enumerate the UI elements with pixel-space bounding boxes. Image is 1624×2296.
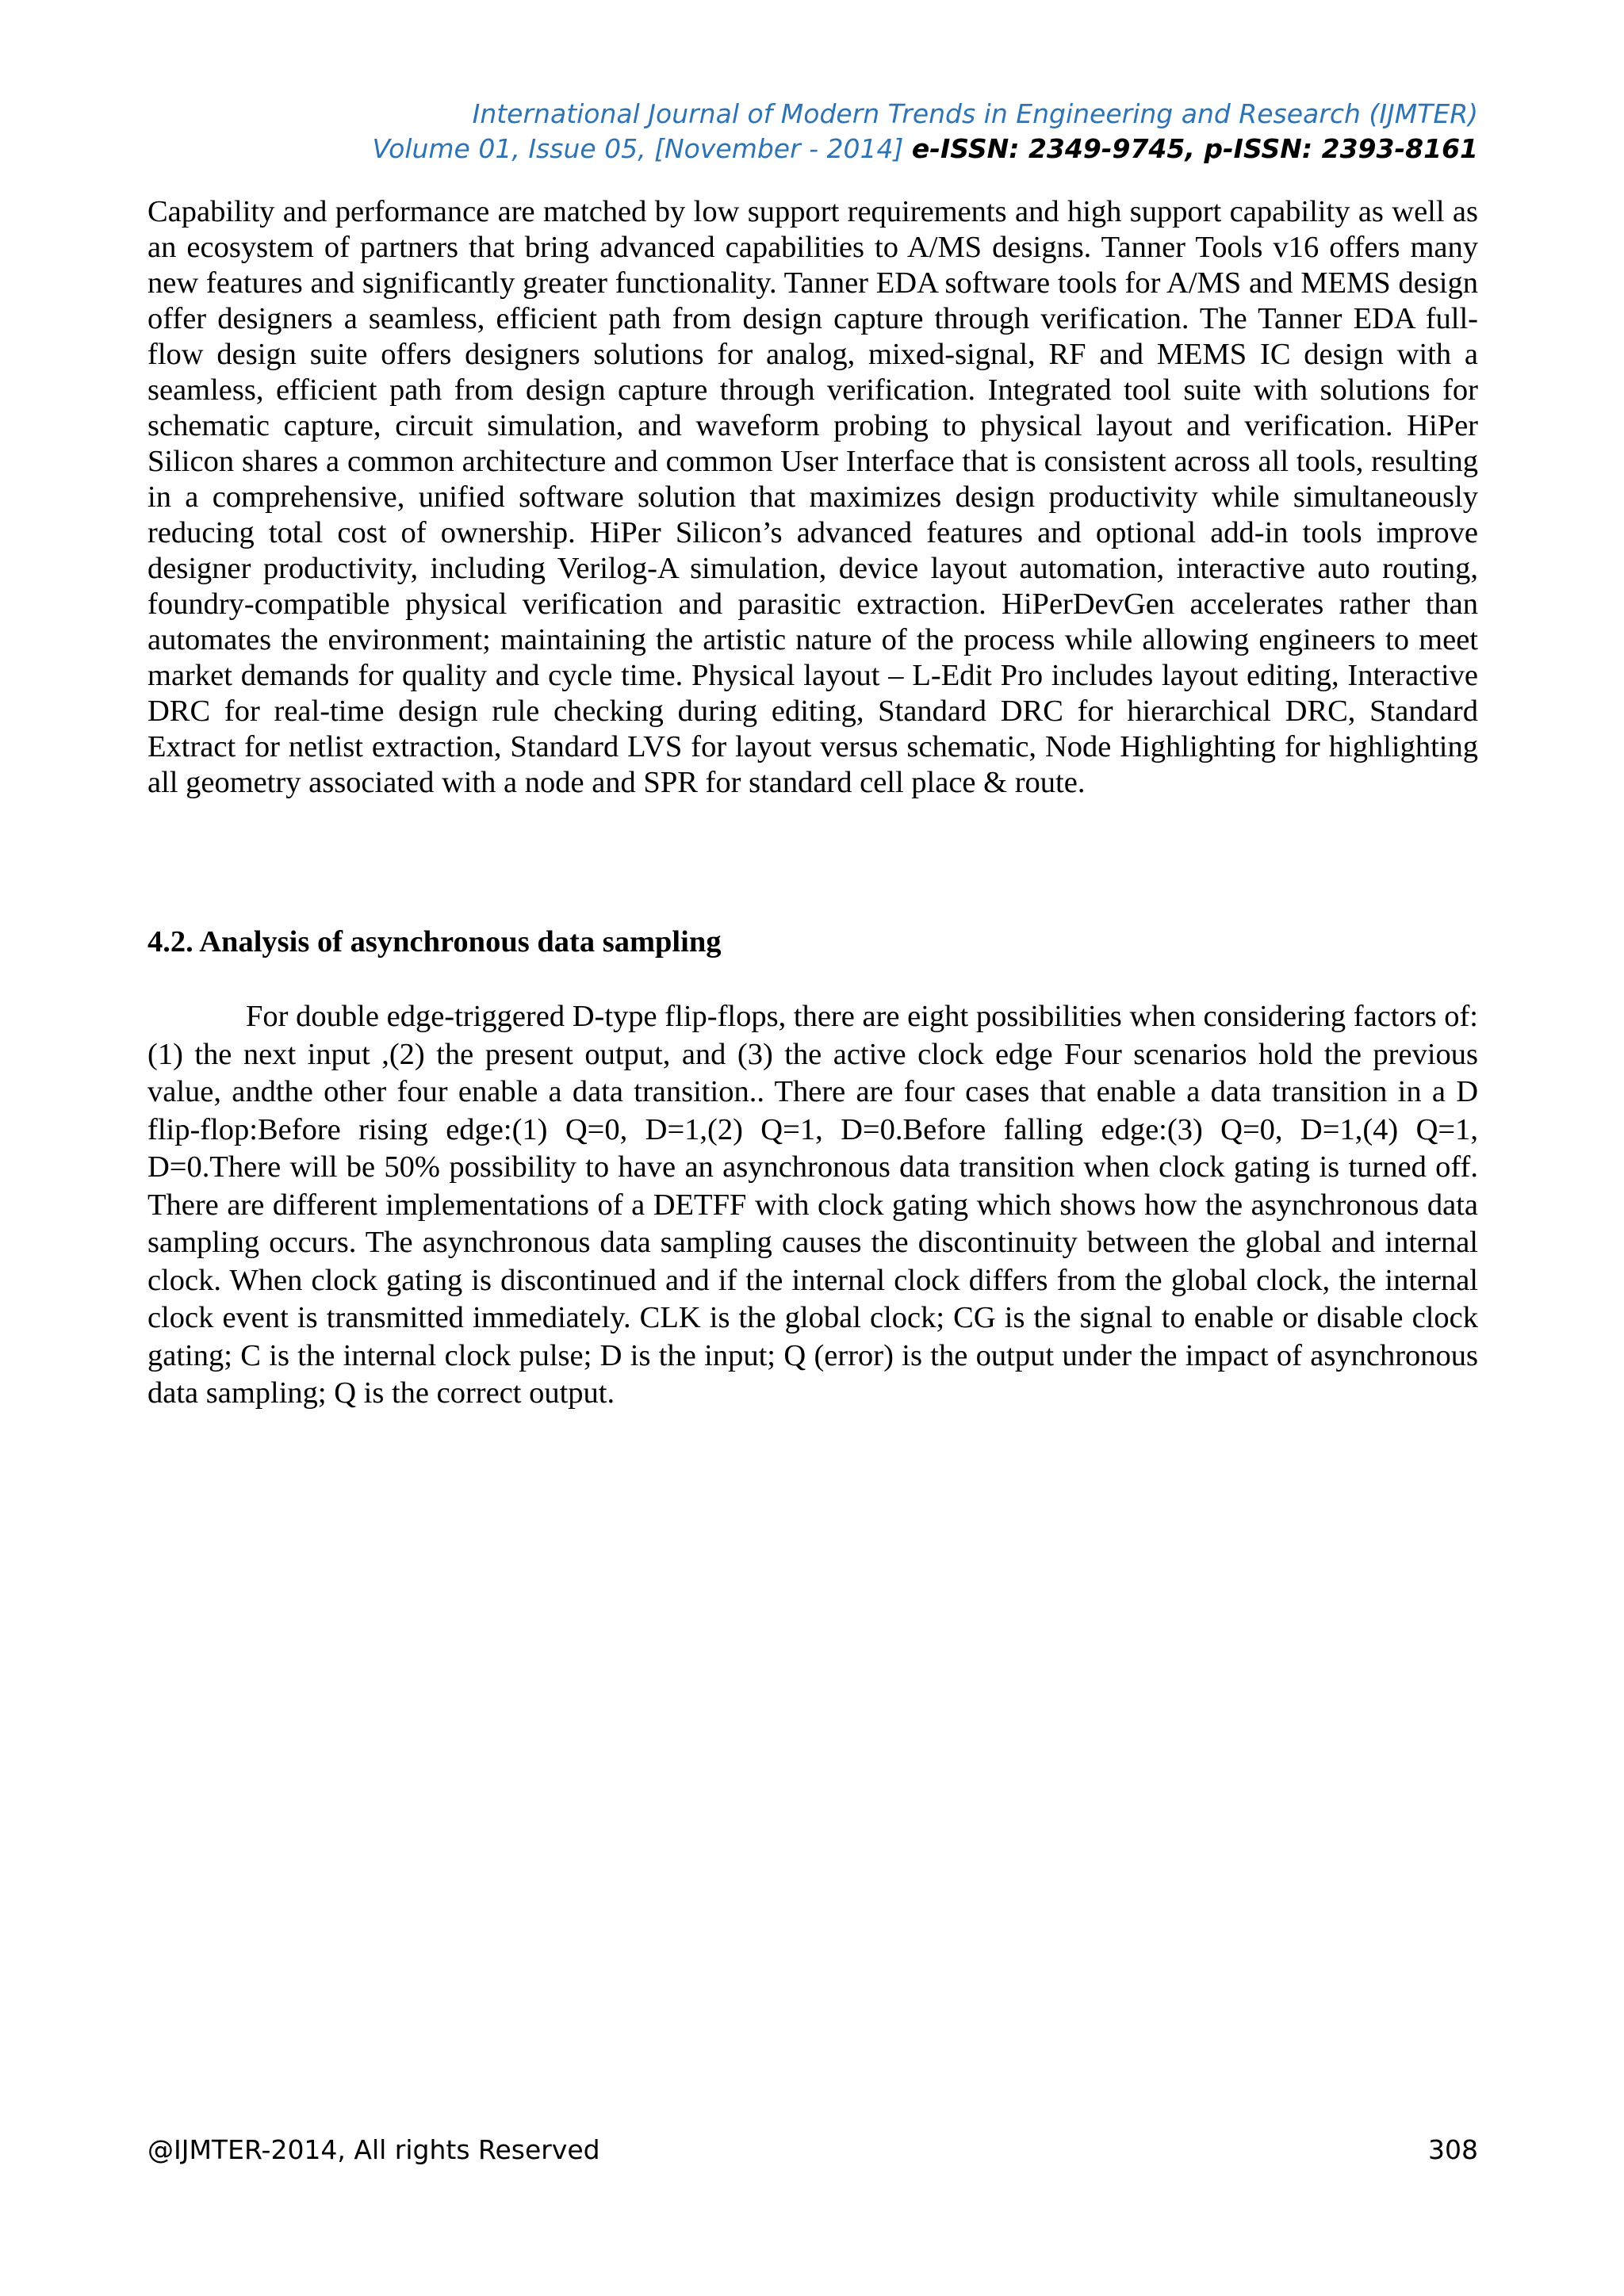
body-paragraph-1: Capability and performance are matched by low support requirements and high support capability as well as an ecosystem of partners that bring advanced capabilities to A/MS designs. Tanner Tools v16 offers many new features and significantly greater functionality. Tanner EDA software tools for A/MS and MEMS design offer designers a seamless, efficient path from design capture through verification. The Tanner EDA full-flow design suite offers designers solutions for analog, mixed-signal, RF and MEMS IC design with a seamless, efficient path from design capture through verification. Integrated tool suite with solutions for schematic capture, circuit simulation, and waveform probing to physical layout and verification. HiPer Silicon shares a common architecture and common User Interface that is consistent across all tools, resulting in a comprehensive, unified software solution that maximizes design productivity while simultaneously reducing total cost of ownership. HiPer Silicon’s advanced features and optional add-in tools improve designer productivity, including Verilog-A simulation, device layout automation, interactive auto routing, foundry-compatible physical verification and parasitic extraction. HiPerDevGen accelerates rather than automates the environment; maintaining the artistic nature of the process while allowing engineers to meet market demands for quality and cycle time. Physical layout – L-Edit Pro includes layout editing, Interactive DRC for real-time design rule checking during editing, Standard DRC for hierarchical DRC, Standard Extract for netlist extraction, Standard LVS for layout versus schematic, Node Highlighting for highlighting all geometry associated with a node and SPR for standard cell place & route. xyxy=(147,195,1478,799)
issn-info: e-ISSN: 2349-9745, p-ISSN: 2393-8161 xyxy=(911,133,1478,164)
body-paragraph-2: For double edge-triggered D-type flip-flops, there are eight possibilities when considering factors of: (1) the next input ,(2) the present output, and (3) the active clock edge Four scenarios hold the previous value, andthe other four enable a data transition.. There are four cases that enable a data transition in a D flip-flop:Before rising edge:(1) Q=0, D=1,(2) Q=1, D=0.Before falling edge:(3) Q=0, D=1,(4) Q=1, D=0.There will be 50% possibility to have an asynchronous data transition when clock gating is turned off. There are different implementations of a DETFF with clock gating which shows how the asynchronous data sampling occurs. The asynchronous data sampling causes the discontinuity between the global and internal clock. When clock gating is discontinued and if the internal clock differs from the global clock, the internal clock event is transmitted immediately. CLK is the global clock; CG is the signal to enable or disable clock gating; C is the internal clock pulse; D is the input; Q (error) is the output under the impact of asynchronous data sampling; Q is the correct output. xyxy=(147,1000,1478,1410)
page-number: 308 xyxy=(1428,2134,1478,2165)
issue-line xyxy=(147,132,1478,166)
copyright-notice: @IJMTER-2014, All rights Reserved xyxy=(147,2134,600,2165)
section-heading: 4.2. Analysis of asynchronous data sampling xyxy=(147,925,722,959)
volume-info: Volume 01, Issue 05, [November - 2014] xyxy=(372,133,904,164)
running-header xyxy=(147,97,1478,166)
journal-title: International Journal of Modern Trends in Engineering and Research (IJMTER) xyxy=(472,98,1478,129)
